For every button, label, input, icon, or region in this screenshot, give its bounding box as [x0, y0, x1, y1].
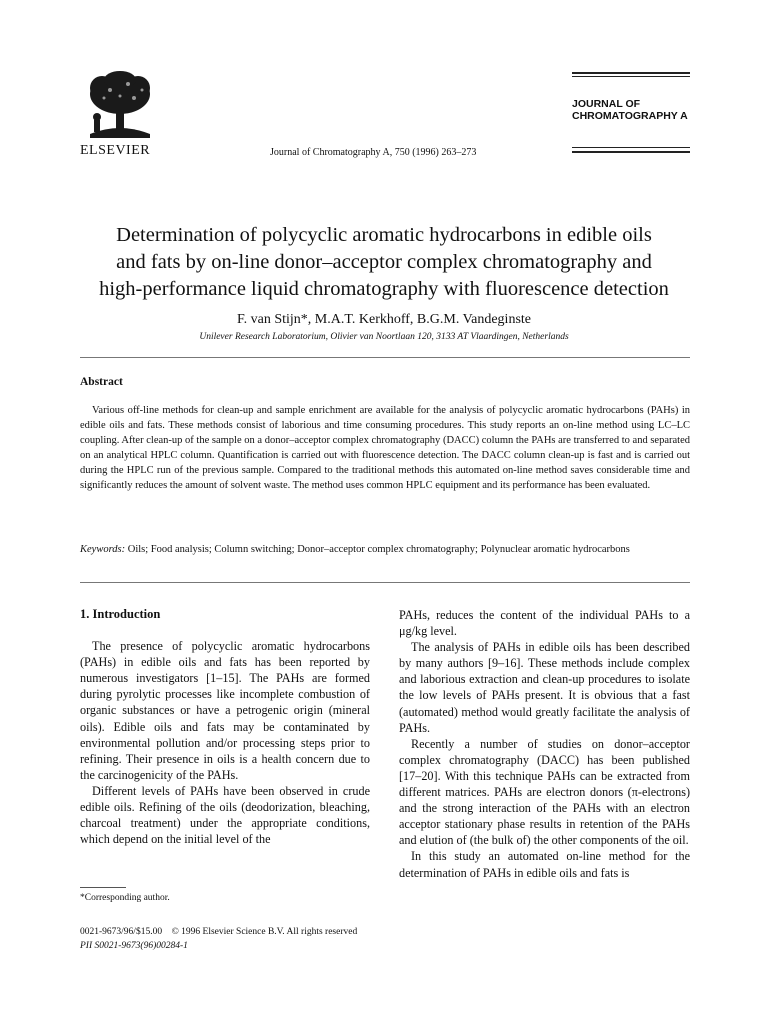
intro-paragraph-4: The analysis of PAHs in edible oils has been described by many authors [9–16]. These methods include complex and laborious extraction and clean-up procedures to isolate the low levels of PAHs present. It is obvious that a fast (automated) method would greatly facilitate the analysis of PAHs.	[399, 640, 690, 735]
journal-top-rule-2	[572, 76, 690, 77]
intro-paragraph-1: The presence of polycyclic aromatic hydrocarbons (PAHs) in edible oils and fats has been reported by numerous investigators [1–15]. The PAHs are formed during pyrolytic processes like incomplete combustion of organic substances or have a petrogenic origin (mineral oils). Edible oils and fats may be contaminated by environmental pollution and/or processing steps prior to refining. Their presence in oils is a health concern due to the carcinogenicity of the PAHs.	[80, 639, 370, 782]
abstract-heading: Abstract	[80, 376, 123, 388]
journal-name-line2: CHROMATOGRAPHY A	[572, 110, 688, 122]
intro-paragraph-5: Recently a number of studies on donor–acceptor complex chromatography (DACC) has been published [17–20]. With this technique PAHs can be extracted from different matrices. PAHs are electron donors (π-electrons) and the strong interaction of the PAHs with an electron acceptor stationary phase results in retention of the PAHs and elution of (the bulk of) the other components of the oil.	[399, 736, 690, 848]
author-affiliation: Unilever Research Laboratorium, Olivier van Noortlaan 120, 3133 AT Vlaardingen, Netherlands	[199, 332, 569, 342]
intro-paragraph-2: Different levels of PAHs have been observed in crude edible oils. Refining of the oils (deodorization, bleaching, charcoal treatment) under the appropriate conditions, which depend on the initial level of the	[80, 783, 370, 847]
footnote-rule	[80, 887, 126, 888]
keywords-label: Keywords:	[80, 544, 126, 555]
abstract-separator	[80, 582, 690, 583]
article-authors: F. van Stijn*, M.A.T. Kerkhoff, B.G.M. Vandeginste	[236, 312, 532, 327]
journal-name-line1: JOURNAL OF	[572, 98, 641, 110]
keywords-text: Oils; Food analysis; Column switching; Donor–acceptor complex chromatography; Polynuclear aromatic hydrocarbons	[127, 544, 630, 555]
intro-paragraph-6: In this study an automated on-line method for the determination of PAHs in edible oils and fats is	[399, 849, 690, 880]
keywords	[80, 542, 690, 557]
intro-paragraph-3: PAHs, reduces the content of the individual PAHs to a μg/kg level.	[399, 608, 690, 639]
title-line-3: high-performance liquid chromatography with fluorescence detection	[99, 278, 669, 300]
title-line-1: Determination of polycyclic aromatic hydrocarbons in edible oils	[116, 224, 652, 246]
title-separator	[80, 357, 690, 358]
article-title	[60, 222, 708, 303]
title-line-2: and fats by on-line donor–acceptor complex chromatography and	[116, 251, 652, 273]
section-heading: 1. Introduction	[80, 607, 161, 621]
journal-bottom-rule-2	[572, 151, 690, 153]
elsevier-tree-logo	[80, 70, 160, 140]
issn-copyright: 0021-9673/96/$15.00 © 1996 Elsevier Science B.V. All rights reserved	[80, 927, 358, 937]
abstract-text: Various off-line methods for clean-up and sample enrichment are available for the analysis of polycyclic aromatic hydrocarbons (PAHs) in edible oils and fats. These methods consist of laborious and time consuming procedures. This study reports an on-line method using LC–LC coupling. After clean-up of the sample on a donor–acceptor complex chromatography (DACC) column the PAHs are transferred to and separated on an analytical HPLC column. Quantification is carried out with fluorescence detection. The DACC column clean-up is fast and is carried out during the HPLC run of the previous sample. Compared to the traditional methods this automated on-line method saves considerable time and significantly reduces the amount of solvent waste. The method uses common HPLC equipment and its performance has been evaluated.	[80, 405, 690, 491]
publisher-name: ELSEVIER	[80, 143, 151, 158]
journal-top-rule	[572, 72, 690, 74]
left-column	[80, 606, 370, 847]
journal-bottom-rule	[572, 147, 690, 148]
journal-name	[572, 98, 688, 122]
pii: PII S0021-9673(96)00284-1	[80, 941, 188, 951]
copyright-block	[80, 925, 357, 953]
right-column	[399, 607, 690, 881]
corresponding-author-note: *Corresponding author.	[80, 893, 170, 903]
journal-citation: Journal of Chromatography A, 750 (1996) 263–273	[270, 147, 477, 158]
